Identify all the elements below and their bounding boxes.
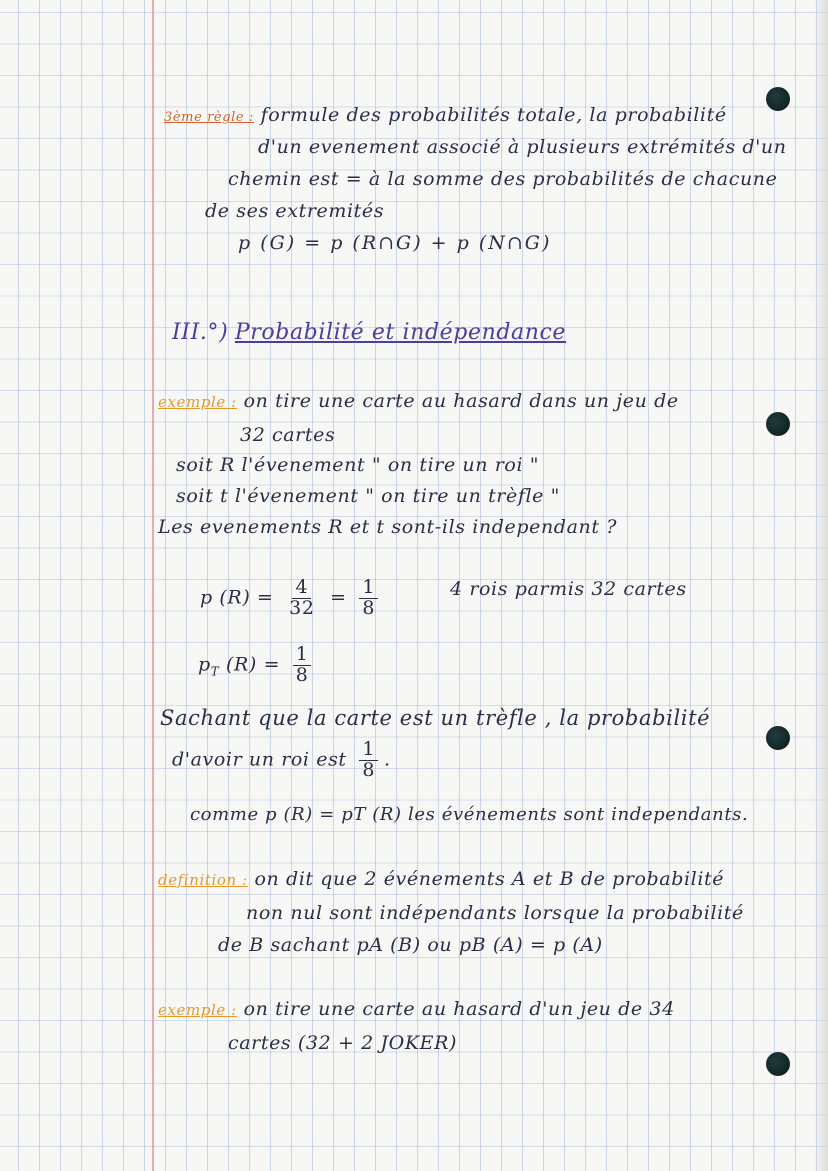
pT-rest: (R) =: [226, 653, 281, 676]
example2-label: exemple :: [158, 1001, 237, 1019]
fraction-denominator: 8: [295, 663, 309, 686]
rule3-formula: p (G) = p (R∩G) + p (N∩G): [238, 232, 552, 254]
rule3-line1: formule des probabilités totale, la probabilité: [260, 104, 727, 126]
example1-label: exemple :: [158, 393, 237, 411]
sachant-line1: Sachant que la carte est un trèfle , la probabilité: [160, 706, 711, 730]
fraction-1-8: [359, 740, 378, 781]
fraction-numerator: 1: [359, 740, 378, 761]
binder-hole-4: [766, 1052, 790, 1076]
example2-line2: cartes (32 + 2 JOKER): [228, 1032, 458, 1054]
rule3-line3: chemin est = à la somme des probabilités de chacune: [228, 168, 778, 190]
section-heading: [172, 320, 566, 345]
example1-first-line: [158, 390, 679, 412]
binder-hole-3: [766, 726, 790, 750]
fraction-numerator: 1: [359, 578, 378, 599]
conclusion-line: comme p (R) = pT (R) les événements sont independants.: [190, 804, 749, 825]
example2-line1: on tire une carte au hasard d'un jeu de 34: [243, 998, 675, 1020]
binder-hole-1: [766, 87, 790, 111]
pT-formula: [198, 645, 317, 686]
fraction-1-8: [293, 645, 312, 686]
example1-line5: Les evenements R et t sont-ils independant ?: [158, 516, 617, 538]
pT-subscript: T: [210, 664, 220, 679]
example2-first-line: [158, 998, 675, 1020]
rule3-line4: de ses extremités: [205, 200, 385, 222]
example1-line2: 32 cartes: [240, 424, 336, 446]
page-edge-shadow: [814, 0, 828, 1171]
section-title: Probabilité et indépendance: [234, 320, 567, 345]
fraction-numerator: 4: [292, 578, 311, 599]
definition-line3: de B sachant pA (B) ou pB (A) = p (A): [218, 934, 603, 956]
pR-prefix: p (R) =: [200, 586, 274, 609]
definition-first-line: [158, 868, 724, 890]
fraction-numerator: 1: [293, 645, 312, 666]
example1-line4: soit t l'évenement " on tire un trèfle ": [176, 485, 560, 507]
binder-hole-2: [766, 412, 790, 436]
section-number: III.°): [172, 320, 229, 345]
definition-line1: on dit que 2 événements A et B de probabilité: [254, 868, 725, 890]
definition-label: definition :: [158, 871, 248, 889]
rule3-label: 3ème règle :: [164, 110, 254, 125]
sachant-line2: d'avoir un roi est $\frac{1}{8}$ .: [172, 738, 391, 781]
definition-line2: non nul sont indépendants lorsque la probabilité: [246, 902, 744, 924]
rule3-line2: d'un evenement associé à plusieurs extrémités d'un: [258, 136, 787, 158]
fraction-1-8: [359, 578, 378, 619]
pR-formula: [200, 578, 384, 619]
pT-prefix: p: [198, 653, 211, 676]
example1-line3: soit R l'évenement " on tire un roi ": [176, 454, 540, 476]
fraction-denominator: 8: [362, 596, 376, 619]
fraction-4-32: [286, 578, 317, 619]
fraction-denominator: 8: [362, 758, 376, 781]
margin-line: [152, 0, 154, 1171]
pR-note: 4 rois parmis 32 cartes: [450, 578, 687, 600]
fraction-denominator: 32: [289, 596, 315, 619]
example1-line1: on tire une carte au hasard dans un jeu de: [243, 390, 679, 412]
rule3-first-line: [164, 104, 727, 126]
sachant-text: d'avoir un roi est: [172, 748, 347, 771]
equals-sign: =: [330, 586, 347, 609]
